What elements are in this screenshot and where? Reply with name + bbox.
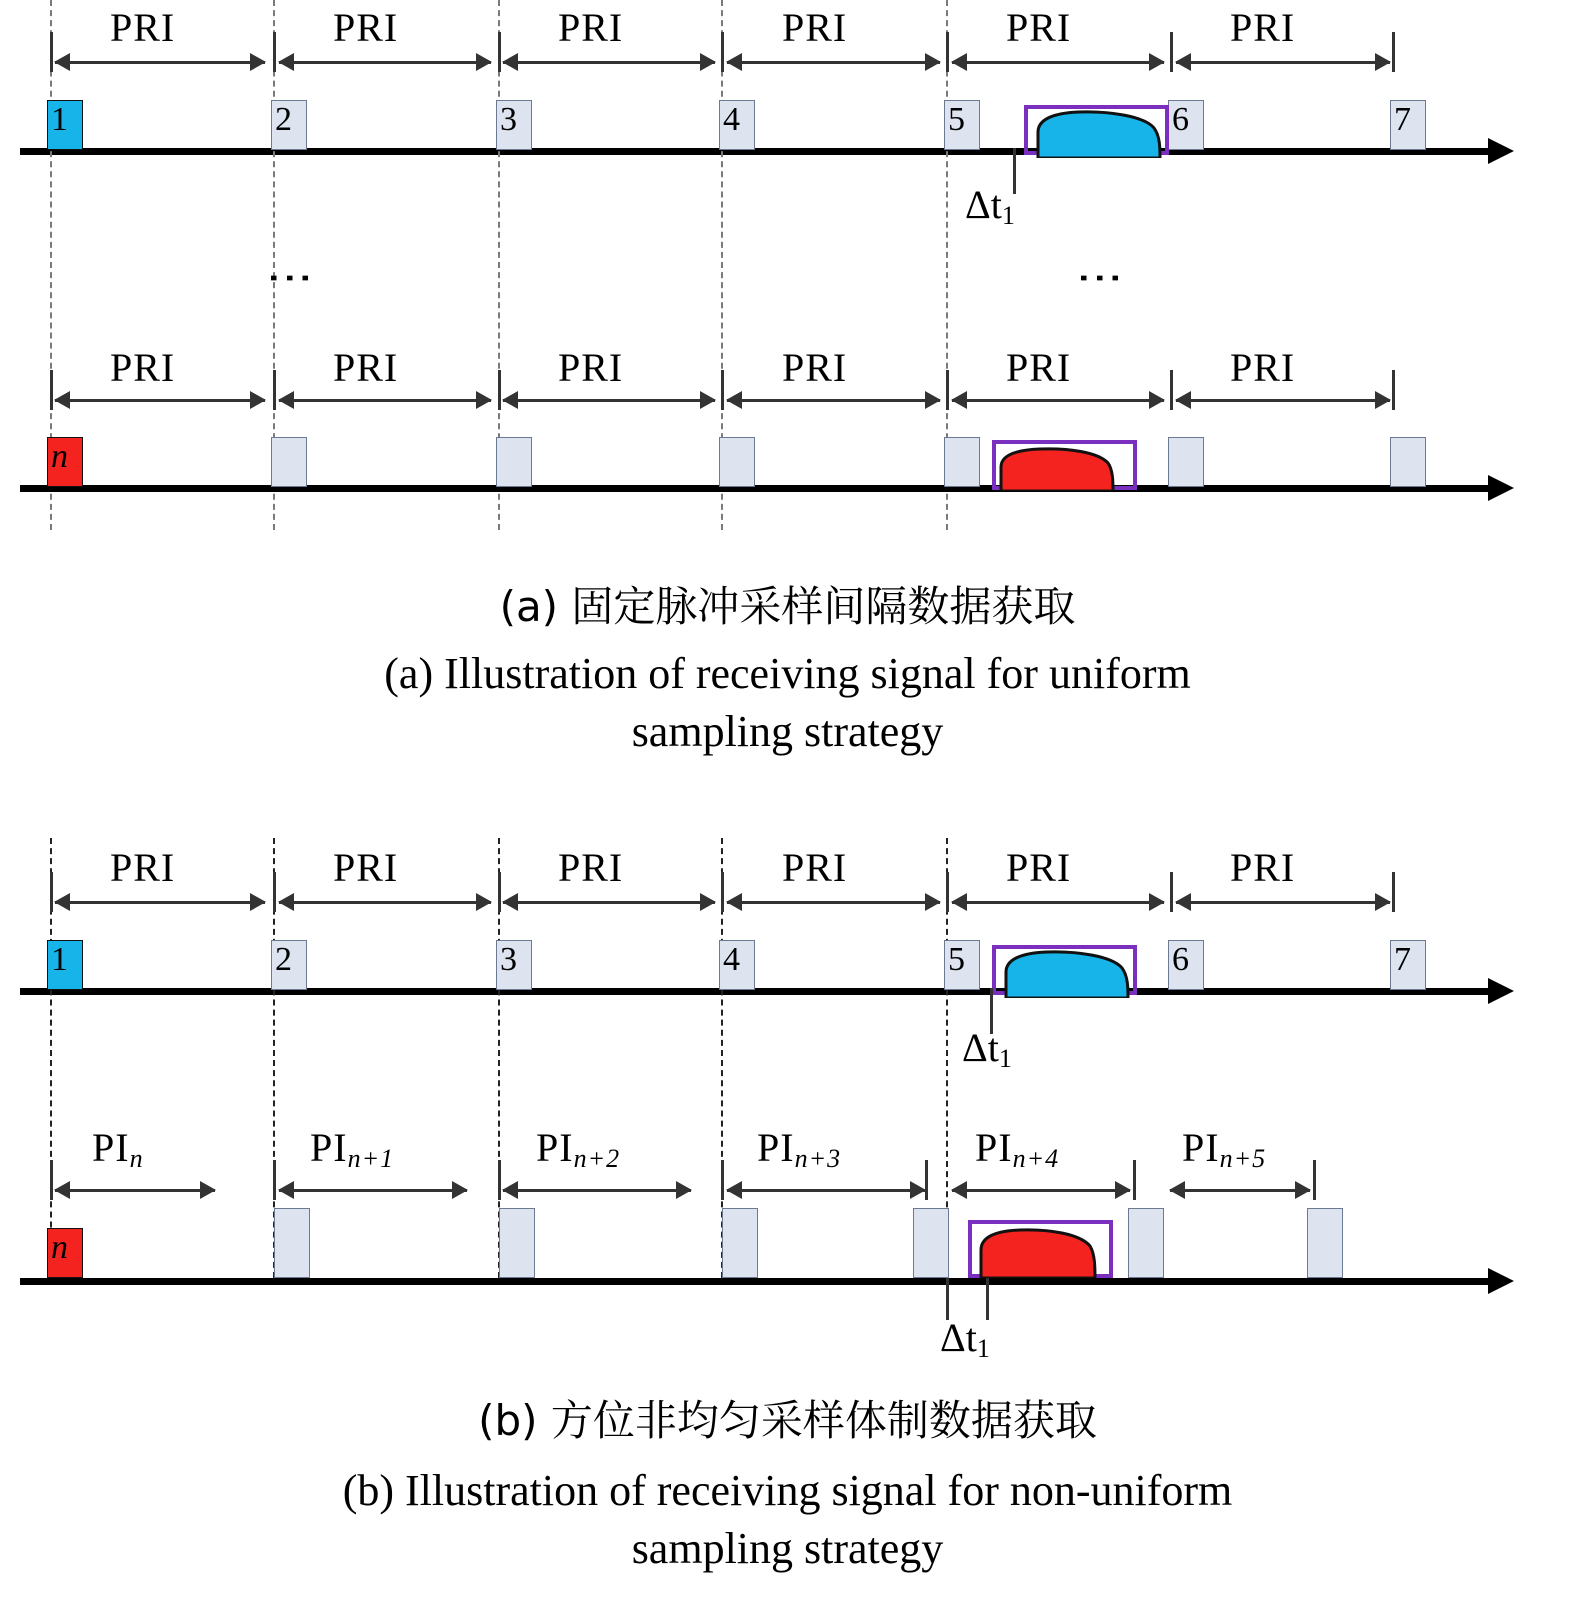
pulse-a1-1-label: 1: [51, 101, 68, 138]
pulse-a1-3: [496, 100, 532, 150]
delta-a1-base: Δt: [965, 182, 1002, 227]
pri-measure-b1-6: [1176, 901, 1390, 904]
pulse-a2-6: [1168, 437, 1204, 487]
pulse-a1-2: [271, 100, 307, 150]
tick-a2-3: [721, 370, 724, 410]
pri-label-a1-2: PRI: [333, 5, 399, 50]
pri-measure-b1-3: [503, 901, 715, 904]
delta-tick-b2-right: [986, 1278, 989, 1320]
pi-label-3: [536, 1125, 621, 1179]
pulse-b1-5-label: 5: [948, 941, 965, 978]
caption-b-en1: (b) Illustration of receiving signal for non-uniform: [342, 1466, 1233, 1515]
tick-a1-5: [1170, 32, 1173, 72]
echo-blob-b2: [978, 1228, 1098, 1278]
tick-b2-1: [273, 1160, 276, 1200]
axis-a-row1-arrow: [1488, 138, 1514, 164]
pri-label-b1-5: PRI: [1006, 845, 1072, 890]
tick-b1-5: [1170, 872, 1173, 912]
pulse-a2-3: [496, 437, 532, 487]
tick-b2-2: [498, 1160, 501, 1200]
axis-b-row2: [20, 1278, 1490, 1285]
pi-measure-3: [503, 1189, 691, 1192]
vdots-a-right: ⋮: [1075, 255, 1126, 301]
delta-b2-base: Δt: [940, 1315, 977, 1360]
tick-b1-0: [50, 872, 53, 912]
delta-b2-sub: 1: [976, 1334, 990, 1363]
pri-measure-b1-4: [727, 901, 940, 904]
pri-label-a1-3: PRI: [558, 5, 624, 50]
pulse-b1-2: [271, 940, 307, 990]
pulse-a1-1: [47, 100, 83, 150]
delta-label-b1: [962, 1025, 1012, 1079]
tick-a1-6: [1392, 32, 1395, 72]
pulse-a1-5-label: 5: [948, 101, 965, 138]
pi-label-1-sub: n: [129, 1144, 144, 1173]
pi-label-4-sub: n+3: [794, 1144, 842, 1173]
tick-a1-0: [50, 32, 53, 72]
pulse-b1-4-label: 4: [723, 941, 740, 978]
pulse-b1-3: [496, 940, 532, 990]
tick-b1-2: [498, 872, 501, 912]
pi-label-1: [92, 1125, 144, 1179]
pri-measure-a1-2: [279, 61, 491, 64]
delta-b1-base: Δt: [962, 1025, 999, 1070]
tick-b2-5: [1133, 1160, 1136, 1200]
vdots-a-left: ⋮: [265, 255, 316, 301]
pri-measure-a1-4: [727, 61, 940, 64]
pri-measure-a2-4: [727, 399, 940, 402]
pri-measure-a1-6: [1176, 61, 1390, 64]
pulse-b1-6-label: 6: [1172, 941, 1189, 978]
delta-a1-sub: 1: [1001, 201, 1015, 230]
tick-a1-2: [498, 32, 501, 72]
delta-b1-sub: 1: [998, 1044, 1012, 1073]
pri-label-b1-4: PRI: [782, 845, 848, 890]
pi-label-5-base: PI: [975, 1125, 1013, 1170]
pulse-b1-5: [944, 940, 980, 990]
echo-blob-a1: [1034, 110, 1164, 158]
pri-label-a2-3: PRI: [558, 345, 624, 390]
pri-measure-a2-6: [1176, 399, 1390, 402]
pulse-a2-4: [719, 437, 755, 487]
axis-a-row1: [20, 148, 1490, 155]
pulse-b2-5: [913, 1208, 949, 1278]
tick-b2-4: [925, 1160, 928, 1200]
pi-label-2: [310, 1125, 395, 1179]
pi-label-2-sub: n+1: [347, 1144, 395, 1173]
pulse-b2-1-label: n: [51, 1229, 68, 1266]
pulse-b1-7: [1390, 940, 1426, 990]
pulse-b1-1-label: 1: [51, 941, 68, 978]
pri-measure-a1-1: [55, 61, 265, 64]
tick-a2-4: [946, 370, 949, 410]
pulse-b1-3-label: 3: [500, 941, 517, 978]
tick-a2-0: [50, 370, 53, 410]
delta-tick-b2-left: [946, 1278, 949, 1320]
tick-a1-4: [946, 32, 949, 72]
pi-label-5: [975, 1125, 1060, 1179]
pulse-a2-5: [944, 437, 980, 487]
tick-a2-6: [1392, 370, 1395, 410]
pulse-b1-4: [719, 940, 755, 990]
pri-measure-a1-5: [952, 61, 1164, 64]
pulse-b2-3: [499, 1208, 535, 1278]
caption-a-cn: [0, 578, 1575, 636]
pulse-a1-7: [1390, 100, 1426, 150]
pri-measure-a1-3: [503, 61, 715, 64]
pri-measure-a2-1: [55, 399, 265, 402]
tick-b1-6: [1392, 872, 1395, 912]
pulse-b2-7: [1307, 1208, 1343, 1278]
tick-b2-0: [50, 1160, 53, 1200]
tick-b1-3: [721, 872, 724, 912]
pulse-a2-7: [1390, 437, 1426, 487]
pulse-a2-1-label: n: [51, 438, 68, 475]
caption-b-en2: sampling strategy: [631, 1524, 944, 1573]
pulse-b1-6: [1168, 940, 1204, 990]
pri-label-a2-2: PRI: [333, 345, 399, 390]
pri-label-a2-4: PRI: [782, 345, 848, 390]
pulse-b2-1: [47, 1228, 83, 1278]
caption-a-en2: sampling strategy: [631, 707, 944, 756]
axis-b-row2-arrow: [1488, 1268, 1514, 1294]
pri-label-a2-5: PRI: [1006, 345, 1072, 390]
caption-a-cn-text: (a) 固定脉冲采样间隔数据获取: [499, 582, 1076, 631]
pi-measure-6: [1170, 1189, 1310, 1192]
pi-label-5-sub: n+4: [1012, 1144, 1060, 1173]
pri-measure-a2-3: [503, 399, 715, 402]
pri-label-a1-1: PRI: [110, 5, 176, 50]
pri-measure-b1-1: [55, 901, 265, 904]
pulse-a1-3-label: 3: [500, 101, 517, 138]
caption-b-cn-text: (b) 方位非均匀采样体制数据获取: [478, 1396, 1097, 1445]
pulse-b2-6: [1128, 1208, 1164, 1278]
tick-a1-3: [721, 32, 724, 72]
tick-a1-1: [273, 32, 276, 72]
echo-blob-b1: [1002, 950, 1132, 998]
caption-b-cn: [0, 1392, 1575, 1450]
pi-label-6-sub: n+5: [1219, 1144, 1267, 1173]
pi-label-3-sub: n+2: [573, 1144, 621, 1173]
axis-a-row2: [20, 485, 1490, 492]
pri-measure-a2-2: [279, 399, 491, 402]
pulse-b1-2-label: 2: [275, 941, 292, 978]
pri-label-a2-6: PRI: [1230, 345, 1296, 390]
pri-measure-b1-5: [952, 901, 1164, 904]
axis-b-row1: [20, 988, 1490, 995]
tick-b1-1: [273, 872, 276, 912]
echo-blob-a2: [998, 447, 1116, 491]
pi-label-2-base: PI: [310, 1125, 348, 1170]
pulse-a2-2: [271, 437, 307, 487]
pri-label-b1-3: PRI: [558, 845, 624, 890]
caption-a-en1: (a) Illustration of receiving signal for uniform: [384, 649, 1191, 698]
pri-label-a1-6: PRI: [1230, 5, 1296, 50]
pi-label-1-base: PI: [92, 1125, 130, 1170]
pi-label-6-base: PI: [1182, 1125, 1220, 1170]
pulse-a1-5: [944, 100, 980, 150]
pi-label-3-base: PI: [536, 1125, 574, 1170]
pulse-a1-4: [719, 100, 755, 150]
pi-measure-4: [727, 1189, 925, 1192]
pri-label-a2-1: PRI: [110, 345, 176, 390]
pulse-a1-6-label: 6: [1172, 101, 1189, 138]
axis-a-row2-arrow: [1488, 475, 1514, 501]
pi-measure-5: [952, 1189, 1130, 1192]
pri-label-b1-2: PRI: [333, 845, 399, 890]
pi-measure-1: [55, 1189, 215, 1192]
pi-measure-2: [279, 1189, 467, 1192]
axis-b-row1-arrow: [1488, 978, 1514, 1004]
pulse-b2-2: [274, 1208, 310, 1278]
pri-measure-a2-5: [952, 399, 1164, 402]
delta-label-b2: [940, 1315, 990, 1369]
tick-a2-1: [273, 370, 276, 410]
pri-measure-b1-2: [279, 901, 491, 904]
pri-label-a1-5: PRI: [1006, 5, 1072, 50]
pri-label-b1-6: PRI: [1230, 845, 1296, 890]
pi-label-4: [757, 1125, 842, 1179]
pulse-a1-4-label: 4: [723, 101, 740, 138]
pulse-a1-7-label: 7: [1394, 101, 1411, 138]
pi-label-6: [1182, 1125, 1267, 1179]
pulse-a2-1: [47, 437, 83, 487]
pri-label-b1-1: PRI: [110, 845, 176, 890]
pulse-b1-1: [47, 940, 83, 990]
tick-b1-4: [946, 872, 949, 912]
tick-a2-5: [1170, 370, 1173, 410]
pulse-a1-2-label: 2: [275, 101, 292, 138]
delta-label-a1: [965, 182, 1015, 236]
pri-label-a1-4: PRI: [782, 5, 848, 50]
tick-b2-3: [721, 1160, 724, 1200]
pulse-b1-7-label: 7: [1394, 941, 1411, 978]
pulse-a1-6: [1168, 100, 1204, 150]
pulse-b2-4: [722, 1208, 758, 1278]
pi-label-4-base: PI: [757, 1125, 795, 1170]
tick-a2-2: [498, 370, 501, 410]
tick-b2-6: [1313, 1160, 1316, 1200]
